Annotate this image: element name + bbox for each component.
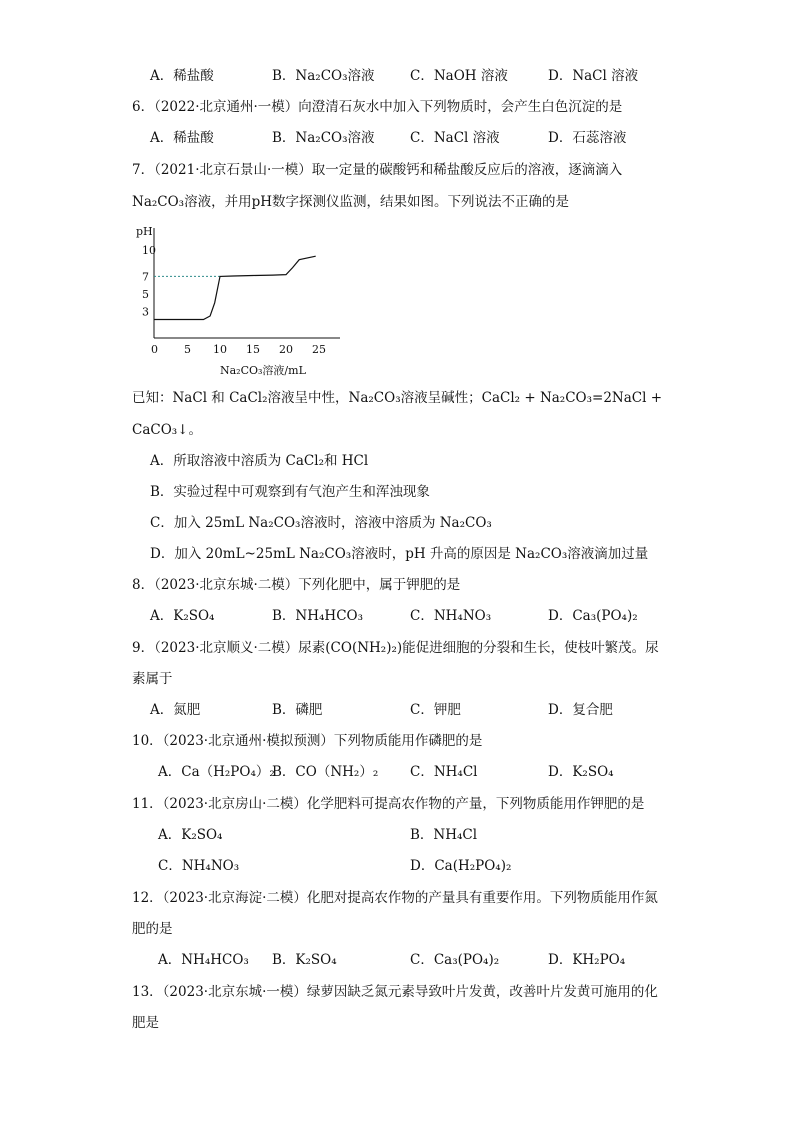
q6-option-d[interactable]: D．石蕊溶液 [548,130,627,146]
q13-stem-line2: 肥是 [132,1015,159,1031]
q5-option-b[interactable]: B．Na₂CO₃溶液 [272,68,375,84]
q12-option-c[interactable]: C．Ca₃(PO₄)₂ [410,952,500,968]
q11-option-d[interactable]: D．Ca(H₂PO₄)₂ [410,858,512,874]
q10-option-a[interactable]: A．Ca（H₂PO₄）₂ [158,764,275,780]
x-tick-label: 20 [279,343,293,356]
q7-known-line2: CaCO₃↓。 [132,422,202,438]
x-tick-label: 10 [213,343,227,356]
q11-option-a[interactable]: A．K₂SO₄ [158,827,223,843]
y-tick-label: 10 [142,244,156,257]
q10-option-c[interactable]: C．NH₄Cl [410,764,478,780]
x-tick-label: 0 [151,343,158,356]
q9-option-d[interactable]: D．复合肥 [548,702,613,718]
q5-option-d[interactable]: D．NaCl 溶液 [548,68,639,84]
q5-option-c[interactable]: C．NaOH 溶液 [410,68,508,84]
q8-option-a[interactable]: A．K₂SO₄ [150,608,215,624]
q8-option-c[interactable]: C．NH₄NO₃ [410,608,492,624]
q11-stem: 11．（2023·北京房山·二模）化学肥料可提高农作物的产量，下列物质能用作钾肥的是 [132,796,645,812]
q12-option-b[interactable]: B．K₂SO₄ [272,952,337,968]
q12-option-d[interactable]: D．KH₂PO₄ [548,952,626,968]
q10-option-b[interactable]: B．CO（NH₂）₂ [272,764,379,780]
q6-stem: 6．（2022·北京通州·一模）向澄清石灰水中加入下列物质时，会产生白色沉淀的是 [132,99,623,115]
q6-option-c[interactable]: C．NaCl 溶液 [410,130,500,146]
q13-stem-line1: 13．（2023·北京东城·一模）绿萝因缺乏氮元素导致叶片发黄，改善叶片发黄可施用的化 [132,984,658,1000]
x-tick-label: 25 [312,343,326,356]
q8-option-b[interactable]: B．NH₄HCO₃ [272,608,363,624]
q6-option-b[interactable]: B．Na₂CO₃溶液 [272,130,375,146]
y-tick-label: 5 [142,288,149,301]
q6-option-a[interactable]: A．稀盐酸 [150,130,214,146]
q9-option-b[interactable]: B．磷肥 [272,702,323,718]
q12-stem-line1: 12．（2023·北京海淀·二模）化肥对提高农作物的产量具有重要作用。下列物质能用作氮 [132,890,658,906]
q8-option-d[interactable]: D．Ca₃(PO₄)₂ [548,608,638,624]
q11-option-b[interactable]: B．NH₄Cl [410,827,478,843]
q5-option-a[interactable]: A．稀盐酸 [150,68,214,84]
q7-option-d[interactable]: D．加入 20mL~25mL Na₂CO₃溶液时，pH 升高的原因是 Na₂CO₃溶液滴加过量 [150,546,649,562]
q8-stem: 8．（2023·北京东城·二模）下列化肥中，属于钾肥的是 [132,577,461,593]
q7-option-b[interactable]: B．实验过程中可观察到有气泡产生和浑浊现象 [150,484,430,500]
q11-option-c[interactable]: C．NH₄NO₃ [158,858,240,874]
ph-curve [154,256,316,319]
q9-option-a[interactable]: A．氮肥 [150,702,201,718]
chart-ylabel: pH [136,225,153,238]
y-tick-label: 3 [142,305,149,319]
q7-stem-line1: 7．（2021·北京石景山·一模）取一定量的碳酸钙和稀盐酸反应后的溶液，逐滴滴入 [132,162,623,178]
q7-option-c[interactable]: C．加入 25mL Na₂CO₃溶液时，溶液中溶质为 Na₂CO₃ [150,515,492,531]
y-tick-label: 7 [142,270,149,284]
q9-stem-line1: 9．（2023·北京顺义·二模）尿素(CO(NH₂)₂)能促进细胞的分裂和生长，使枝叶繁茂。尿 [132,640,659,656]
q9-stem-line2: 素属于 [132,671,173,687]
chart-xlabel: Na₂CO₃溶液/mL [220,364,306,377]
q7-known-line1: 已知：NaCl 和 CaCl₂溶液呈中性，Na₂CO₃溶液呈碱性；CaCl₂ + Na₂CO₃=2NaCl + [132,390,663,406]
q7-stem-line2: Na₂CO₃溶液，并用pH数字探测仪监测，结果如图。下列说法不正确的是 [132,194,569,210]
q12-stem-line2: 肥的是 [132,921,173,937]
q9-option-c[interactable]: C．钾肥 [410,702,461,718]
q12-option-a[interactable]: A．NH₄HCO₃ [158,952,249,968]
q10-stem: 10．（2023·北京通州·模拟预测）下列物质能用作磷肥的是 [132,733,483,749]
q7-option-a[interactable]: A．所取溶液中溶质为 CaCl₂和 HCl [150,453,369,469]
x-tick-label: 15 [246,343,260,356]
q10-option-d[interactable]: D．K₂SO₄ [548,764,614,780]
x-tick-label: 5 [184,343,191,356]
ph-chart [132,222,352,377]
